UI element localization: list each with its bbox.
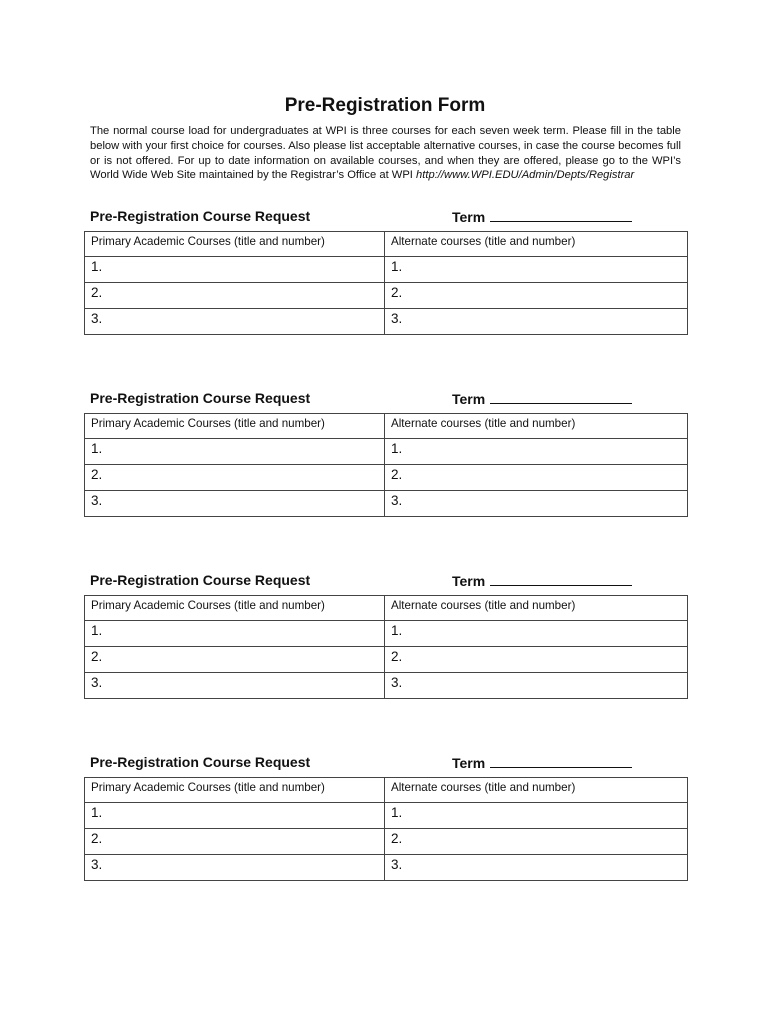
table-row <box>85 491 688 517</box>
primary-course-cell[interactable]: 2. <box>85 829 385 855</box>
primary-course-cell[interactable]: 2. <box>85 283 385 309</box>
course-request-section-1 <box>84 207 687 335</box>
term-label: Term <box>452 573 486 589</box>
table-row <box>85 439 688 465</box>
table-row <box>85 283 688 309</box>
primary-courses-header: Primary Academic Courses (title and number) <box>85 778 385 803</box>
primary-courses-header: Primary Academic Courses (title and number) <box>85 232 385 257</box>
primary-course-cell[interactable]: 3. <box>85 491 385 517</box>
course-request-section-2 <box>84 389 687 517</box>
alternate-courses-header: Alternate courses (title and number) <box>385 414 688 439</box>
term-field[interactable] <box>452 571 632 590</box>
term-label: Term <box>452 755 486 771</box>
alternate-course-cell[interactable]: 2. <box>385 465 688 491</box>
alternate-course-cell[interactable]: 3. <box>385 491 688 517</box>
primary-course-cell[interactable]: 3. <box>85 855 385 881</box>
section-title: Pre-Registration Course Request <box>90 390 311 406</box>
primary-course-cell[interactable]: 1. <box>85 257 385 283</box>
alternate-course-cell[interactable]: 2. <box>385 647 688 673</box>
section-title: Pre-Registration Course Request <box>90 208 311 224</box>
table-row <box>85 673 688 699</box>
intro-paragraph <box>90 124 681 183</box>
primary-course-cell[interactable]: 1. <box>85 803 385 829</box>
table-row <box>85 465 688 491</box>
course-request-section-4 <box>84 753 687 881</box>
alternate-course-cell[interactable]: 3. <box>385 309 688 335</box>
course-request-section-3 <box>84 571 687 699</box>
course-table <box>84 595 688 699</box>
term-input-line[interactable] <box>490 207 632 222</box>
primary-course-cell[interactable]: 3. <box>85 673 385 699</box>
section-title: Pre-Registration Course Request <box>90 572 311 588</box>
intro-text: The normal course load for undergraduates at WPI is three courses for each seven week term. Please fill in the table below with your first choice for courses. Also please list acceptable alternative courses, in case the course becomes full or is not offered. For up to date information on available courses, and when they are offered, please go to the WPI’s World Wide Web Site maintained by the Registrar’s Office at WPI <box>90 125 681 182</box>
term-label: Term <box>452 209 486 225</box>
table-row <box>85 257 688 283</box>
alternate-course-cell[interactable]: 2. <box>385 829 688 855</box>
term-input-line[interactable] <box>490 753 632 768</box>
table-header-row <box>85 596 688 621</box>
section-title: Pre-Registration Course Request <box>90 754 311 770</box>
alternate-course-cell[interactable]: 1. <box>385 439 688 465</box>
course-table <box>84 777 688 881</box>
primary-course-cell[interactable]: 1. <box>85 621 385 647</box>
course-table <box>84 413 688 517</box>
alternate-course-cell[interactable]: 3. <box>385 673 688 699</box>
table-header-row <box>85 414 688 439</box>
alternate-course-cell[interactable]: 1. <box>385 257 688 283</box>
primary-courses-header: Primary Academic Courses (title and number) <box>85 414 385 439</box>
table-row <box>85 855 688 881</box>
primary-course-cell[interactable]: 3. <box>85 309 385 335</box>
alternate-course-cell[interactable]: 1. <box>385 621 688 647</box>
alternate-courses-header: Alternate courses (title and number) <box>385 778 688 803</box>
table-row <box>85 621 688 647</box>
registrar-link[interactable]: http://www.WPI.EDU/Admin/Depts/Registrar <box>416 169 635 182</box>
term-input-line[interactable] <box>490 571 632 586</box>
alternate-courses-header: Alternate courses (title and number) <box>385 596 688 621</box>
primary-course-cell[interactable]: 1. <box>85 439 385 465</box>
form-title: Pre-Registration Form <box>284 95 486 116</box>
primary-course-cell[interactable]: 2. <box>85 647 385 673</box>
table-row <box>85 647 688 673</box>
table-header-row <box>85 232 688 257</box>
term-label: Term <box>452 391 486 407</box>
term-input-line[interactable] <box>490 389 632 404</box>
course-table <box>84 231 688 335</box>
term-field[interactable] <box>452 389 632 408</box>
table-row <box>85 803 688 829</box>
primary-course-cell[interactable]: 2. <box>85 465 385 491</box>
table-header-row <box>85 778 688 803</box>
term-field[interactable] <box>452 207 632 226</box>
alternate-courses-header: Alternate courses (title and number) <box>385 232 688 257</box>
alternate-course-cell[interactable]: 2. <box>385 283 688 309</box>
table-row <box>85 309 688 335</box>
table-row <box>85 829 688 855</box>
term-field[interactable] <box>452 753 632 772</box>
primary-courses-header: Primary Academic Courses (title and number) <box>85 596 385 621</box>
alternate-course-cell[interactable]: 3. <box>385 855 688 881</box>
alternate-course-cell[interactable]: 1. <box>385 803 688 829</box>
